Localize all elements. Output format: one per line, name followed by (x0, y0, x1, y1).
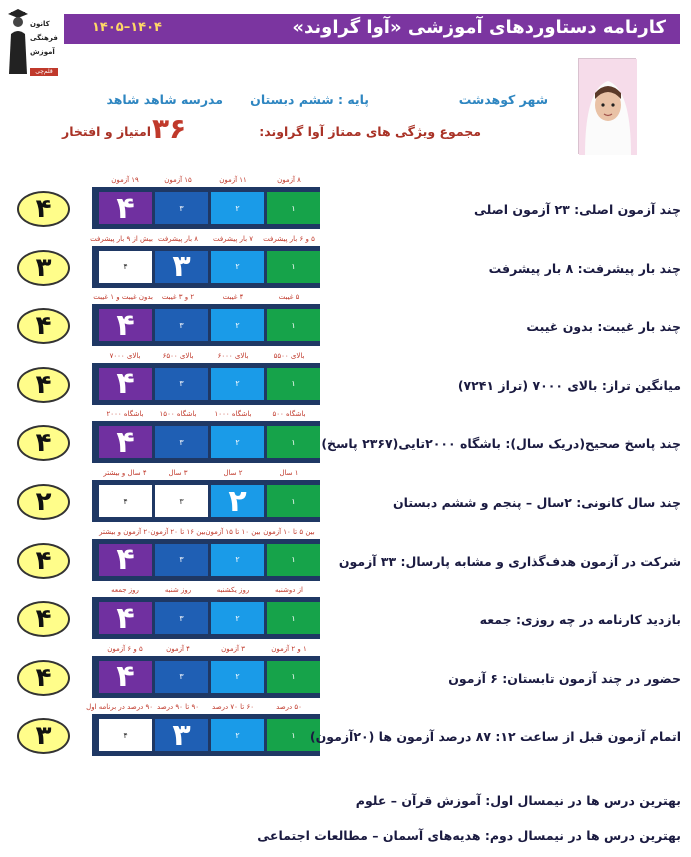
level-bar (92, 714, 320, 756)
level-cell: ۲ (211, 602, 264, 634)
achievement-description: چند پاسخ صحیح(دریک سال): باشگاه ۲۰۰۰تایی(۲۳۶۷ پاسخ) (321, 436, 681, 452)
level-bar (92, 304, 320, 346)
scale-label: ۷ بار پیشرفت (212, 234, 254, 243)
title-bar (64, 14, 680, 44)
student-photo (578, 58, 636, 154)
logo-line-1: کانون (30, 20, 50, 28)
scale-label: بالای ۶۰۰۰ (217, 351, 249, 360)
scale-label: ۹۰ تا ۹۰ درصد (157, 703, 199, 712)
level-cell: ۱ (267, 485, 320, 517)
level-cell: ۴ (99, 602, 152, 634)
level-cell: ۳ (155, 602, 208, 634)
scale-label: بالای ۶۵۰۰ (162, 351, 194, 360)
achievement-description: شرکت در آزمون هدف‌گذاری و مشابه پارسال: ۳۳ آزمون (338, 553, 681, 569)
achievement-row (0, 528, 691, 586)
level-bar (92, 363, 320, 405)
level-cell: ۴ (99, 192, 152, 224)
level-cell: ۲ (211, 719, 264, 751)
scale-label: ۲ سال (223, 469, 243, 477)
level-cell: ۱ (267, 309, 320, 341)
scale-label: باشگاه ۵۰۰ (272, 410, 306, 419)
scale-label: باشگاه ۱۵۰۰ (159, 410, 197, 419)
total-score: ۳۶ (152, 112, 187, 145)
level-cell: ۳ (155, 661, 208, 693)
level-cell: ۳ (155, 544, 208, 576)
scale-label: از دوشنبه (275, 586, 303, 595)
level-cell: ۲ (211, 544, 264, 576)
achievement-description: میانگین تراز: بالای ۷۰۰۰ (تراز ۷۲۴۱) (457, 377, 681, 393)
scale-label: روز جمعه (111, 586, 139, 595)
scale-label: ۱ و ۲ آزمون (271, 644, 307, 653)
score-circle: ۴ (17, 191, 70, 227)
scale-label: ۴ آزمون (166, 644, 190, 653)
scale-label: ۱۵ آزمون (164, 176, 192, 184)
best-subjects-second-half: بهترین درس ها در نیمسال دوم: هدیه‌های آسمان – مطالعات اجتماعی (257, 828, 681, 843)
level-cell: ۴ (99, 251, 152, 283)
level-cell: ۳ (155, 368, 208, 400)
level-cell: ۴ (99, 368, 152, 400)
logo-line-3: آموزش (30, 48, 55, 56)
scale-label: ۵ غیبت (278, 293, 300, 302)
level-cell: ۳ (155, 426, 208, 458)
level-cell: ۱ (267, 602, 320, 634)
scale-label: ۴ غیبت (222, 293, 244, 302)
level-cell: ۱ (267, 544, 320, 576)
level-cell: ۴ (99, 544, 152, 576)
level-cell: ۲ (211, 368, 264, 400)
student-city: شهر کوهدشت (458, 92, 548, 107)
scale-label: بالای ۷۰۰۰ (109, 351, 141, 360)
scale-label: ۳ سال (168, 469, 188, 477)
level-cell: ۱ (267, 426, 320, 458)
scale-label: بیش از ۹ بار پیشرفت (90, 234, 153, 243)
level-cell: ۳ (155, 192, 208, 224)
level-bar (92, 187, 320, 229)
level-bar (92, 421, 320, 463)
scale-label: بین ۱۰ تا ۱۵ آزمون (205, 527, 261, 536)
best-subjects-first-half: بهترین درس ها در نیمسال اول: آموزش قرآن – علوم (355, 793, 681, 808)
score-circle: ۲ (17, 484, 70, 520)
achievement-row (0, 645, 691, 703)
scale-label: ۸ آزمون (277, 176, 301, 184)
level-cell: ۴ (99, 426, 152, 458)
scale-label: ۵ و ۶ بار پیشرفت (263, 234, 315, 243)
scale-label: ۶۰ تا ۷۰ درصد (212, 703, 254, 712)
score-circle: ۴ (17, 601, 70, 637)
summary-label: مجموع ویژگی های ممتاز آوا گراوند: (259, 124, 481, 139)
student-grade: پایه : ششم دبستان (250, 92, 369, 107)
score-circle: ۳ (17, 718, 70, 754)
level-cell: ۲ (211, 251, 264, 283)
level-cell: ۲ (211, 192, 264, 224)
scale-label: بین ۱۶ تا ۲۰ آزمون (150, 527, 206, 536)
level-cell: ۱ (267, 251, 320, 283)
level-cell: ۱ (267, 192, 320, 224)
achievement-description: چند بار غیبت: بدون غیبت (526, 319, 681, 335)
level-cell: ۱ (267, 719, 320, 751)
score-circle: ۴ (17, 308, 70, 344)
level-cell: ۳ (155, 485, 208, 517)
scale-label: ۹۰ درصد در برنامه اول (86, 703, 153, 712)
scale-label: بالای ۵۵۰۰ (273, 351, 305, 360)
scale-label: ۳ آزمون (221, 644, 245, 653)
scale-label: باشگاه ۱۰۰۰ (214, 410, 252, 419)
achievement-row (0, 586, 691, 644)
logo-line-2: فرهنگی (30, 34, 58, 42)
score-circle: ۳ (17, 250, 70, 286)
logo-badge: قلم‌چی (30, 68, 58, 76)
page-title: کارنامه دستاوردهای آموزشی «آوا گراوند» (292, 17, 666, 38)
achievement-row (0, 352, 691, 410)
level-bar (92, 480, 320, 522)
level-bar (92, 539, 320, 581)
level-bar (92, 246, 320, 288)
achievement-row (0, 469, 691, 527)
level-bar (92, 656, 320, 698)
achievement-row (0, 176, 691, 234)
score-circle: ۴ (17, 543, 70, 579)
achievement-row (0, 235, 691, 293)
scale-label: ۵ و ۶ آزمون (107, 644, 143, 653)
level-cell: ۳ (155, 309, 208, 341)
level-cell: ۱ (267, 368, 320, 400)
scale-label: ۱۱ آزمون (219, 176, 247, 184)
achievement-row (0, 410, 691, 468)
level-cell: ۲ (211, 309, 264, 341)
achievement-description: چند آزمون اصلی: ۲۳ آزمون اصلی (473, 202, 681, 217)
graduate-icon (6, 8, 30, 78)
scale-label: روز شنبه (164, 586, 192, 595)
academic-year: ۱۴۰۵–۱۴۰۴ (92, 20, 162, 35)
student-school: مدرسه شاهد شاهد (106, 92, 223, 107)
scale-label: ۸ بار پیشرفت (157, 234, 199, 243)
score-circle: ۴ (17, 425, 70, 461)
scale-label: ۱۹ آزمون (111, 176, 139, 184)
scale-label: ۴ سال و بیشتر (103, 469, 147, 477)
scale-label: بدون غیبت و ۱ غیبت (93, 293, 153, 302)
score-circle: ۴ (17, 660, 70, 696)
achievement-row (0, 293, 691, 351)
achievement-description: اتمام آزمون قبل از ساعت ۱۲: ۸۷ درصد آزمون ها (۲۰آزمون) (309, 729, 681, 745)
level-cell: ۴ (99, 485, 152, 517)
scale-label: بین ۵ تا ۱۰ آزمون (263, 527, 315, 536)
scale-label: باشگاه ۲۰۰۰ (106, 410, 144, 419)
scale-label: ۵۰ درصد (276, 703, 302, 712)
level-cell: ۱ (267, 661, 320, 693)
achievement-row (0, 703, 691, 761)
level-cell: ۲ (211, 426, 264, 458)
achievement-description: حضور در چند آزمون تابستان: ۶ آزمون (448, 670, 681, 686)
total-score-label: امتیاز و افتخار (62, 124, 152, 139)
achievement-description: چند بار پیشرفت: ۸ بار پیشرفت (488, 260, 681, 276)
scale-label: روز یکشنبه (216, 586, 250, 595)
scale-label: ۱ سال (279, 469, 299, 477)
institution-logo (6, 8, 62, 78)
level-cell: ۲ (211, 661, 264, 693)
score-circle: ۴ (17, 367, 70, 403)
level-cell: ۴ (99, 719, 152, 751)
level-cell: ۴ (99, 661, 152, 693)
scale-label: ۲ و ۳ غیبت (161, 293, 195, 302)
level-cell: ۳ (155, 719, 208, 751)
scale-label: ۲۰ آزمون و بیشتر (99, 527, 151, 536)
achievement-description: چند سال کانونی: ۲سال – پنجم و ششم دبستان (392, 495, 681, 510)
level-bar (92, 597, 320, 639)
achievement-description: بازدید کارنامه در چه روزی: جمعه (479, 612, 681, 628)
level-cell: ۲ (211, 485, 264, 517)
level-cell: ۴ (99, 309, 152, 341)
level-cell: ۳ (155, 251, 208, 283)
